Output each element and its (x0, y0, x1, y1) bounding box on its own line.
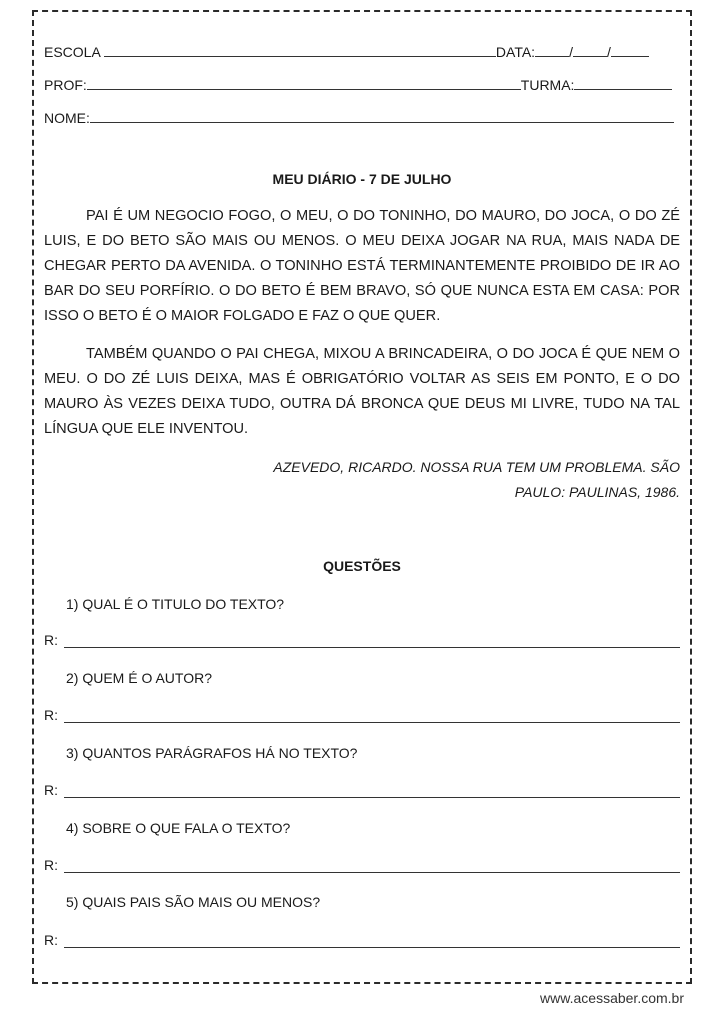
answer-line[interactable] (44, 932, 680, 950)
questions-heading: QUESTÕES (323, 558, 401, 574)
answer-label: R: (44, 782, 58, 798)
teacher-line (44, 77, 680, 93)
answer-line[interactable] (44, 782, 680, 800)
date-day-field[interactable] (535, 44, 569, 57)
question-4: 4) SOBRE O QUE FALA O TEXTO? (66, 820, 291, 836)
date-year-field[interactable] (611, 44, 649, 57)
answer-underline (64, 647, 680, 648)
teacher-label: PROF: (44, 77, 87, 93)
name-line (44, 110, 680, 126)
text-title: MEU DIÁRIO - 7 DE JULHO (272, 171, 452, 187)
answer-label: R: (44, 857, 58, 873)
answer-underline (64, 947, 680, 948)
citation-line-1: AZEVEDO, RICARDO. NOSSA RUA TEM UM PROBLEMA. SÃO (273, 459, 680, 475)
answer-label: R: (44, 707, 58, 723)
teacher-field[interactable] (87, 77, 521, 90)
school-line (44, 44, 680, 60)
school-label: ESCOLA (44, 44, 101, 60)
answer-label: R: (44, 932, 58, 948)
question-1: 1) QUAL É O TITULO DO TEXTO? (66, 596, 285, 612)
answer-label: R: (44, 632, 58, 648)
date-label: DATA: (495, 44, 536, 60)
date-separator: / (606, 44, 611, 60)
answer-underline (64, 797, 680, 798)
answer-underline (64, 872, 680, 873)
answer-line[interactable] (44, 707, 680, 725)
answer-line[interactable] (44, 857, 680, 875)
paragraph-2: TAMBÉM QUANDO O PAI CHEGA, MIXOU A BRINCADEIRA, O DO JOCA É QUE NEM O MEU. O DO ZÉ LUIS DEIXA, MAS É OBRIGATÓRIO VOLTAR AS SEIS EM PONTO, E O DO MAURO ÀS VEZES DEIXA TUDO, OUTRA DÁ BRONCA QUE DEUS MI LIVRE, TUDO NA TAL LÍNGUA QUE ELE INVENTOU. (44, 346, 680, 437)
name-field[interactable] (90, 110, 674, 123)
citation-line-2: PAULO: PAULINAS, 1986. (514, 484, 680, 500)
question-2: 2) QUEM É O AUTOR? (66, 670, 212, 686)
date-separator: / (569, 44, 573, 60)
name-label: NOME: (44, 110, 90, 126)
question-3: 3) QUANTOS PARÁGRAFOS HÁ NO TEXTO? (66, 745, 358, 761)
class-field[interactable] (574, 77, 672, 90)
date-month-field[interactable] (573, 44, 607, 57)
class-label: TURMA: (520, 77, 575, 93)
paragraph-1: PAI É UM NEGOCIO FOGO, O MEU, O DO TONINHO, DO MAURO, DO JOCA, O DO ZÉ LUIS, E DO BETO SÃO MAIS OU MENOS. O MEU DEIXA JOGAR NA RUA, MAIS NADA DE CHEGAR PERTO DA AVENIDA. O TONINHO ESTÁ TERMINANTEMENTE PROIBIDO DE IR AO BAR DO SEU PORFÍRIO. O DO BETO É BEM BRAVO, SÓ QUE NUNCA ESTA EM CASA: POR ISSO O BETO É O MAIOR FOLGADO E FAZ O QUE QUER. (44, 208, 680, 324)
school-field[interactable] (104, 44, 496, 57)
answer-underline (64, 722, 680, 723)
answer-line[interactable] (44, 632, 680, 650)
website-link[interactable]: www.acessaber.com.br (540, 990, 684, 1006)
question-5: 5) QUAIS PAIS SÃO MAIS OU MENOS? (66, 894, 321, 910)
